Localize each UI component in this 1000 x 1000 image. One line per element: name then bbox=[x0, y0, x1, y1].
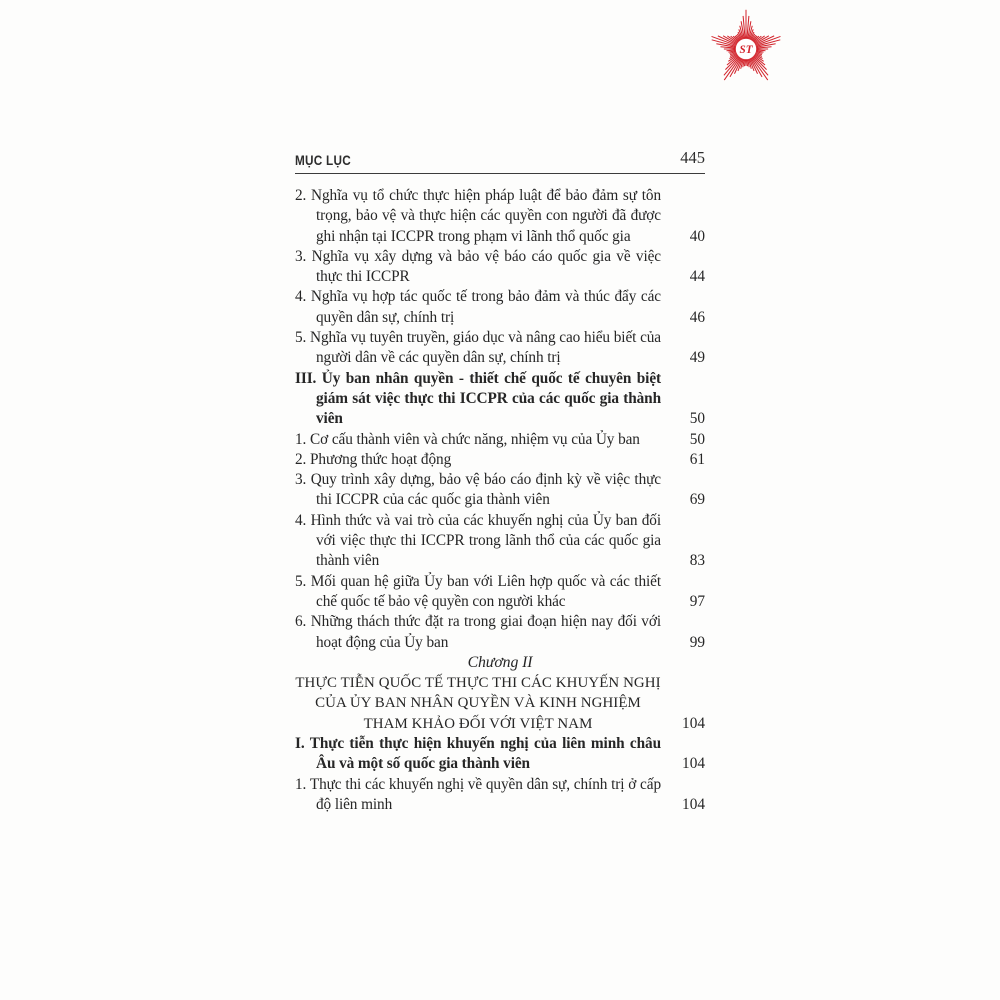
toc-entry bbox=[295, 673, 705, 734]
toc-entry-page: 61 bbox=[689, 450, 705, 468]
toc-entry bbox=[295, 775, 705, 816]
toc-entry-text: Chương II bbox=[467, 653, 533, 671]
toc-entry-text: I. Thực tiễn thực hiện khuyến nghị của liên minh châu Âu và một số quốc gia thành viên bbox=[295, 735, 661, 773]
toc-entry-page: 104 bbox=[682, 795, 705, 813]
toc-entry bbox=[295, 430, 705, 450]
toc-entry-page: 40 bbox=[689, 227, 705, 245]
toc-entry bbox=[295, 328, 705, 369]
toc-entry-text: 4. Hình thức và vai trò của các khuyến nghị của Ủy ban đối với việc thực thi ICCPR trong lãnh thổ của các quốc gia thành viên bbox=[295, 511, 661, 570]
toc-entry-page: 104 bbox=[682, 714, 705, 732]
toc-entry bbox=[295, 247, 705, 288]
toc-entry-page: 97 bbox=[689, 592, 705, 610]
toc-entry-text: 3. Quy trình xây dựng, bảo vệ báo cáo định kỳ về việc thực thi ICCPR của các quốc gia thành viên bbox=[295, 471, 661, 509]
toc-entry bbox=[295, 470, 705, 511]
toc-entry-text: 2. Phương thức hoạt động bbox=[295, 450, 452, 468]
toc-entry bbox=[295, 511, 705, 572]
toc-entry-page: 104 bbox=[682, 755, 705, 773]
toc-entry-page: 50 bbox=[689, 430, 705, 448]
toc-entry-text: III. Ủy ban nhân quyền - thiết chế quốc tế chuyên biệt giám sát việc thực thi ICCPR của các quốc gia thành viên bbox=[295, 369, 661, 428]
toc-entry bbox=[295, 612, 705, 653]
toc-entry bbox=[295, 186, 705, 247]
toc-entry bbox=[295, 369, 705, 430]
toc-entry-page: 69 bbox=[689, 491, 705, 509]
starburst-icon bbox=[700, 8, 792, 90]
toc-entry-text: 2. Nghĩa vụ tổ chức thực hiện pháp luật để bảo đảm sự tôn trọng, bảo vệ và thực hiện các quyền con người đã được ghi nhận tại ICCPR trong phạm vi lãnh thổ quốc gia bbox=[295, 187, 661, 245]
page-number: 445 bbox=[680, 148, 705, 167]
toc-entry-text: 4. Nghĩa vụ hợp tác quốc tế trong bảo đảm và thúc đẩy các quyền dân sự, chính trị bbox=[295, 288, 661, 326]
toc-entry-text: THỰC TIỄN QUỐC TẾ THỰC THI CÁC KHUYẾN NGHỊ CỦA ỦY BAN NHÂN QUYỀN VÀ KINH NGHIỆM THAM KHẢO ĐỐI VỚI VIỆT NAM bbox=[295, 675, 661, 732]
toc-entry-text: 1. Cơ cấu thành viên và chức năng, nhiệm vụ của Ủy ban bbox=[295, 430, 640, 448]
toc-entry bbox=[295, 653, 705, 673]
page-title: MỤC LỤC bbox=[295, 152, 351, 168]
toc-entry-text: 1. Thực thi các khuyến nghị về quyền dân sự, chính trị ở cấp độ liên minh bbox=[295, 775, 661, 813]
st-monogram: ST bbox=[739, 44, 753, 57]
running-header bbox=[295, 148, 705, 174]
publisher-starburst-logo bbox=[700, 8, 792, 90]
toc-entry-text: 6. Những thách thức đặt ra trong giai đoạn hiện nay đối với hoạt động của Ủy ban bbox=[295, 613, 661, 651]
toc-entry-text: 3. Nghĩa vụ xây dựng và bảo vệ báo cáo quốc gia về việc thực thi ICCPR bbox=[295, 247, 661, 286]
toc-entry-page: 46 bbox=[689, 308, 705, 326]
toc-entry-page: 50 bbox=[689, 410, 705, 428]
toc-entry-page: 49 bbox=[689, 349, 705, 367]
toc-list bbox=[295, 186, 705, 815]
toc-entry-text: 5. Nghĩa vụ tuyên truyền, giáo dục và nâng cao hiểu biết của người dân về các quyền dân sự, chính trị bbox=[295, 329, 661, 367]
toc-entry-page: 44 bbox=[689, 268, 705, 286]
toc-entry bbox=[295, 287, 705, 328]
toc-entry bbox=[295, 450, 705, 470]
toc-entry bbox=[295, 572, 705, 613]
toc-entry-page: 99 bbox=[689, 633, 705, 651]
toc-entry bbox=[295, 734, 705, 775]
toc-entry-text: 5. Mối quan hệ giữa Ủy ban với Liên hợp quốc và các thiết chế quốc tế bảo vệ quyền con người khác bbox=[295, 572, 661, 610]
toc-entry-page: 83 bbox=[689, 552, 705, 570]
